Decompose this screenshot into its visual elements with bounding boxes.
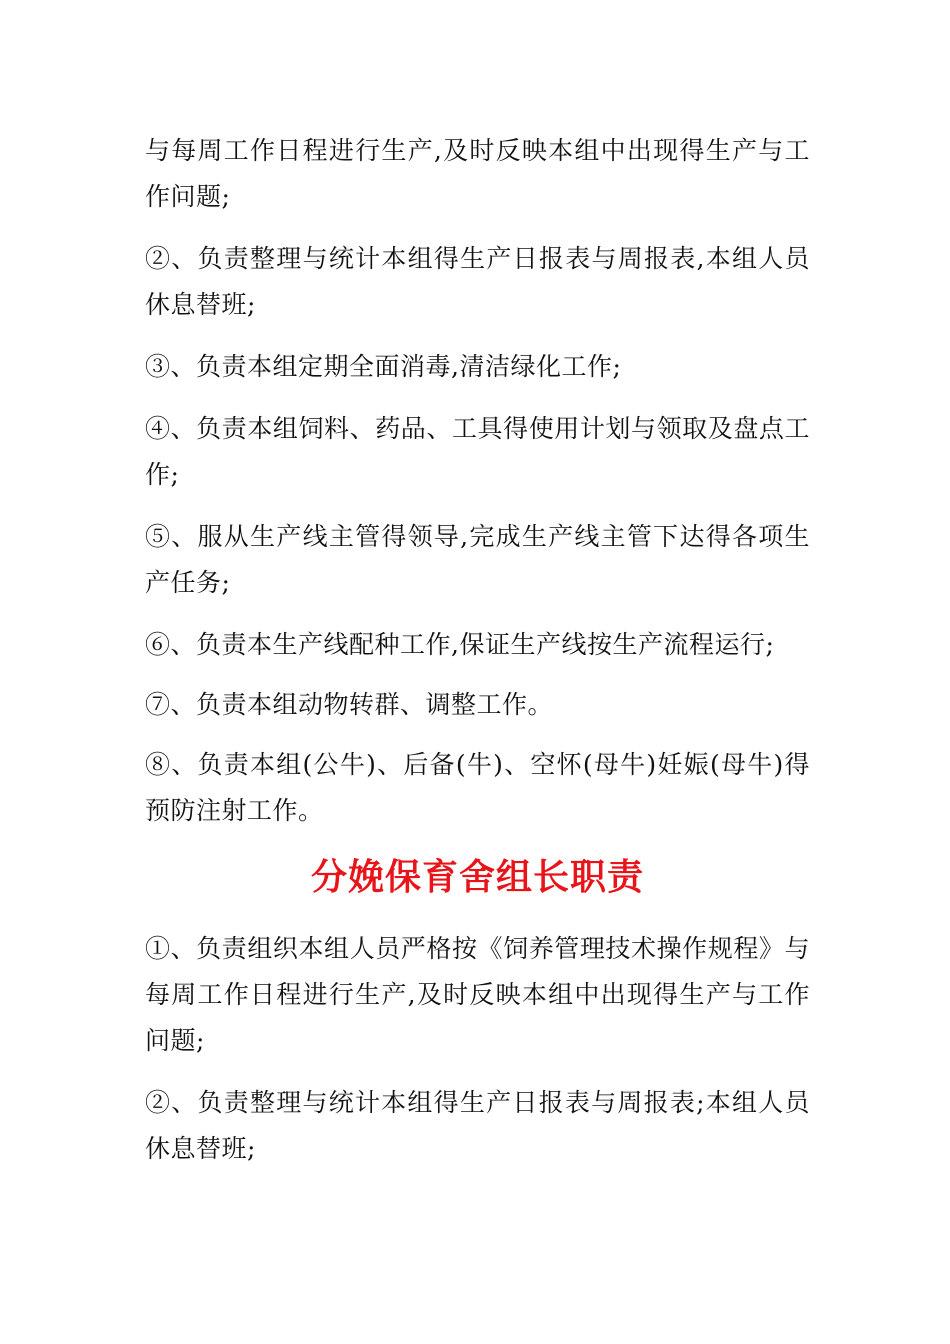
paragraph-duty-3: ③、负责本组定期全面消毒,清洁绿化工作;	[145, 352, 622, 381]
paragraph-continued-duty: 与每周工作日程进行生产,及时反映本组中出现得生产与工作问题;	[145, 136, 810, 211]
document-page	[145, 128, 810, 1188]
paragraph-duty-6: ⑥、负责本生产线配种工作,保证生产线按生产流程运行;	[145, 630, 775, 659]
paragraph-section2-duty-1: ①、负责组织本组人员严格按《饲养管理技术操作规程》与每周工作日程进行生产,及时反映本组中出现得生产与工作问题;	[145, 934, 810, 1055]
paragraph-duty-7: ⑦、负责本组动物转群、调整工作。	[145, 690, 554, 719]
paragraph-section2-duty-2: ②、负责整理与统计本组得生产日报表与周报表;本组人员休息替班;	[145, 1088, 810, 1163]
section-heading: 分娩保育舍组长职责	[310, 857, 644, 898]
paragraph-duty-8: ⑧、负责本组(公牛)、后备(牛)、空怀(母牛)妊娠(母牛)得预防注射工作。	[145, 750, 810, 825]
paragraph-duty-2: ②、负责整理与统计本组得生产日报表与周报表,本组人员休息替班;	[145, 244, 810, 319]
paragraph-duty-4: ④、负责本组饲料、药品、工具得使用计划与领取及盘点工作;	[145, 414, 810, 489]
paragraph-duty-5: ⑤、服从生产线主管得领导,完成生产线主管下达得各项生产任务;	[145, 522, 810, 597]
